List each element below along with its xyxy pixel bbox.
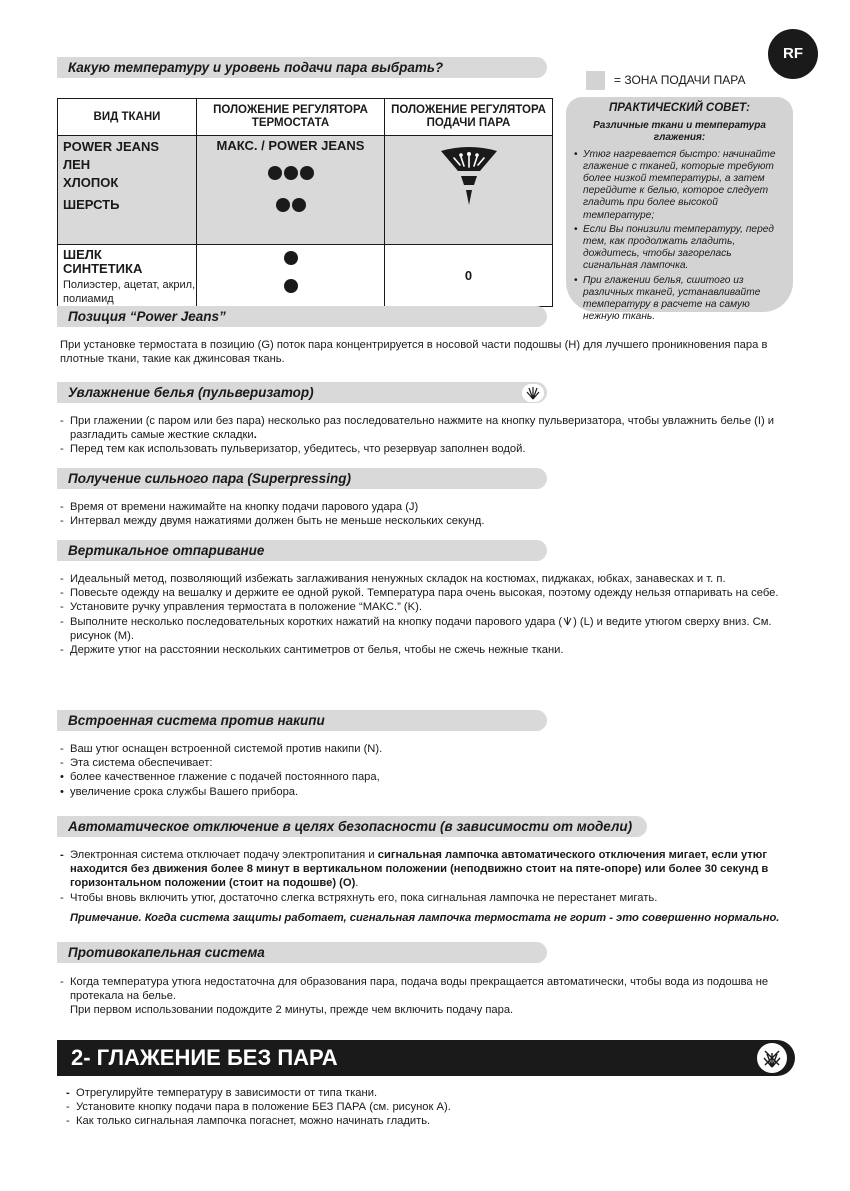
dots-sherst [197, 198, 384, 216]
thermo-dot [284, 251, 298, 265]
section-vertical-title: Вертикальное отпаривание [57, 540, 547, 561]
fabric-cell-steam [58, 136, 197, 245]
superpressing-text [60, 500, 790, 528]
steam-zone-legend-text: = ЗОНА ПОДАЧИ ПАРА [614, 73, 746, 87]
fabric-hlopok: ХЛОПОК [63, 175, 119, 190]
fabric-shelk: ШЕЛК [63, 247, 102, 262]
dots-shelk [197, 251, 384, 269]
fabric-sherst: ШЕРСТЬ [63, 197, 120, 212]
table-row-steam [58, 136, 553, 245]
list-item: - Повесьте одежду на вешалку и держите ее одной рукой. Температура пара очень высокая, поэтому одежду нельзя отпаривать на себе. [60, 587, 779, 600]
list-item: - Время от времени нажимайте на кнопку подачи парового удара (J) [60, 501, 419, 513]
fabric-cell-dry [58, 245, 197, 307]
thermo-dot [300, 166, 314, 180]
list-item: - Эта система обеспечивает: [60, 757, 213, 770]
steam-level-funnel-icon [439, 145, 499, 209]
power-jeans-text: При установке термостата в позицию (G) поток пара концентрируется в носовой части подошвы (H) для лучшего проникновения пара в плотные ткани, такие как джинсовая ткань. [60, 339, 768, 366]
list-item: - Интервал между двумя нажатиями должен быть не меньше нескольких секунд. [60, 515, 485, 528]
dots-len-hlopok [197, 166, 384, 184]
fabric-synthetic-types: Полиэстер, ацетат, акрил, полиамид [63, 279, 196, 305]
no-steam-icon [756, 1042, 788, 1074]
tip-item: • Если Вы понизили температуру, перед тем, как продолжать гладить, дождитесь, чтобы загорелась сигнальная лампочка. [574, 224, 785, 273]
anti-drip-first-use: При первом использовании подождите 2 минуты, прежде чем включить подачу пара. [70, 1004, 514, 1017]
tip-list [574, 149, 785, 324]
list-item: - Отрегулируйте температуру в зависимости от типа ткани. [66, 1087, 378, 1099]
steam-zone-legend-swatch [586, 71, 605, 90]
list-item: - Идеальный метод, позволяющий избежать заглаживания ненужных складок на костюмах, пиджаках, юбках, занавесках и т. п. [60, 573, 726, 585]
list-item: - Чтобы вновь включить утюг, достаточно слегка встряхнуть его, пока сигнальная лампочка не перестанет мигать. [60, 891, 658, 904]
auto-off-note: Примечание. Когда система защиты работает, сигнальная лампочка термостата не горит - это совершенно нормально. [70, 911, 780, 924]
list-item: - Перед тем как использовать пульверизатор, убедитесь, что резервуар заполнен водой. [60, 443, 526, 456]
table-row-dry [58, 245, 553, 307]
list-item: - Держите утюг на расстоянии нескольких сантиметров от белья, чтобы не сжечь нежные ткани. [60, 644, 564, 657]
spray-icon [522, 384, 544, 402]
dots-sintetika [197, 279, 384, 297]
section-power-jeans-title: Позиция “Power Jeans” [57, 306, 547, 327]
table-header-row [58, 99, 553, 136]
list-item: - Установите кнопку подачи пара в положение БЕЗ ПАРА (см. рисунок A). [66, 1101, 451, 1114]
auto-off-text [60, 848, 790, 925]
section-temperature-title: Какую температуру и уровень подачи пара выбрать? [57, 57, 547, 78]
list-item: - Установите ручку управления термостата в положение “МАКС.” (K). [60, 601, 422, 614]
list-item: - Когда температура утюга недостаточна для образования пара, подача воды прекращается автоматически, чтобы вода из подошва не протекала на белье. [60, 976, 769, 1003]
list-item: - При глажении (с паром или без пара) несколько раз последовательно нажмите на кнопку пульверизатора, чтобы увлажнить белье (I) и разгладить самые жесткие складки. [60, 415, 775, 442]
section-auto-off-title: Автоматическое отключение в целях безопасности (в зависимости от модели) [57, 816, 647, 837]
thermostat-max-label: МАКС. / POWER JEANS [216, 138, 365, 153]
list-item: - Как только сигнальная лампочка погаснет, можно начинать гладить. [66, 1115, 431, 1128]
no-steam-text [66, 1086, 796, 1129]
list-item: • увеличение срока службы Вашего прибора. [60, 785, 299, 798]
anticalc-text [60, 742, 790, 799]
tip-item: • Утюг нагревается быстро: начинайте глажение с тканей, которые требуют более низкой температуры, а затем перейдите к белью, которое следует гладить при более высокой температуре; [574, 149, 785, 222]
thermostat-cell-steam [197, 136, 385, 245]
thermo-dot [268, 166, 282, 180]
tip-title: ПРАКТИЧЕСКИЙ СОВЕТ: [608, 102, 751, 114]
section-anti-drip-title: Противокапельная система [57, 942, 547, 963]
practical-tip-box [566, 97, 793, 323]
fabric-power-jeans: POWER JEANS [63, 139, 160, 154]
fabric-len: ЛЕН [63, 157, 91, 172]
fabric-settings-table [57, 98, 553, 307]
section-spray-title: Увлажнение белья (пульверизатор) [57, 382, 547, 403]
vertical-text [60, 572, 790, 657]
anti-drip-text [60, 975, 790, 1018]
thermo-dot [292, 198, 306, 212]
fabric-sintetika: СИНТЕТИКА [63, 261, 143, 276]
list-item: - Ваш утюг оснащен встроенной системой против накипи (N). [60, 743, 383, 755]
language-badge: RF [768, 29, 818, 79]
tip-subtitle: Различные ткани и температура глажения: [593, 120, 766, 144]
thermo-dot [276, 198, 290, 212]
list-item: - Выполните несколько последовательных коротких нажатий на кнопку подачи парового удара ( ) (L) и ведите утюгом сверху вниз. См. рисунок (M). [60, 615, 772, 642]
thermo-dot [284, 279, 298, 293]
thermo-dot [284, 166, 298, 180]
spray-text [60, 414, 790, 457]
list-item: - Электронная система отключает подачу электропитания и сигнальная лампочка автоматического отключения мигает, если утюг находится без движения более 8 минут в вертикальном положении (неподвижно стоит на пяте-опоре) или более 30 секунд в горизонтальном положении (стоит на подошве) (O). [60, 849, 769, 890]
steam-zero-value: 0 [385, 245, 553, 307]
header-fabric: ВИД ТКАНИ [58, 99, 197, 136]
header-thermostat: ПОЛОЖЕНИЕ РЕГУЛЯТОРА ТЕРМОСТАТА [197, 99, 385, 136]
tip-item: • При глажении белья, сшитого из различных тканей, устанавливайте температуру в расчете на самую нежную ткань. [574, 275, 785, 324]
header-steam: ПОЛОЖЕНИЕ РЕГУЛЯТОРА ПОДАЧИ ПАРА [385, 99, 553, 136]
thermostat-cell-dry [197, 245, 385, 307]
no-steam-section-title: 2- ГЛАЖЕНИЕ БЕЗ ПАРА [71, 1045, 338, 1070]
list-item: • более качественное глажение с подачей постоянного пара, [60, 771, 380, 784]
steam-cell-steam [385, 136, 553, 245]
steam-shot-icon [562, 615, 573, 626]
section-anticalc-title: Встроенная система против накипи [57, 710, 547, 731]
section-superpressing-title: Получение сильного пара (Superpressing) [57, 468, 547, 489]
